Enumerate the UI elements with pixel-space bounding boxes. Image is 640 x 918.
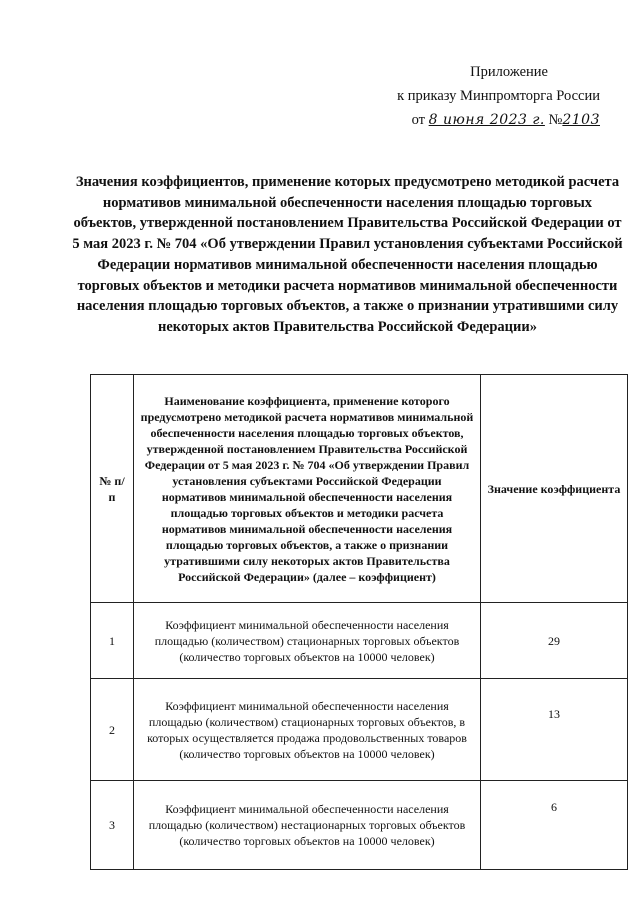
- row-name-cell: Коэффициент минимальной обеспеченности населения площадью (количеством) нестационарных торговых объектов (количество торговых объектов на 10000 человек): [134, 781, 481, 870]
- document-title: Значения коэффициентов, применение которых предусмотрено методикой расчета нормативов минимальной обеспеченности населения площадью торговых объектов, утвержденной постановлением Правительства Российской Федерации от 5 мая 2023 г. № 704 «Об утверждении Правил установления субъектами Российской Федерации нормативов минимальной обеспеченности населения площадью торговых объектов и методики расчета нормативов минимальной обеспеченности населения площадью торговых объектов, а также о признании утратившими силу некоторых актов Правительства Российской Федерации»: [72, 174, 623, 335]
- row-value-cell: 6: [481, 781, 628, 870]
- row-number-cell: 1: [91, 603, 134, 679]
- order-date-handwritten: 8 июня 2023 г.: [428, 112, 545, 128]
- number-prefix: №: [548, 112, 563, 128]
- row-number-cell: 2: [91, 679, 134, 781]
- row-value-cell: 13: [481, 679, 628, 781]
- order-date-number-line: [340, 108, 600, 132]
- row-name-cell: Коэффициент минимальной обеспеченности населения площадью (количеством) стационарных торговых объектов, в которых осуществляется продажа продовольственных товаров (количество торговых объектов на 10000 человек): [134, 679, 481, 781]
- table-row: [91, 679, 628, 781]
- appendix-label: Приложение: [470, 64, 548, 80]
- order-reference: к приказу Минпромторга России: [397, 88, 600, 104]
- table-row: [91, 781, 628, 870]
- date-prefix: от: [411, 112, 426, 128]
- row-name-cell: Коэффициент минимальной обеспеченности населения площадью (количеством) стационарных торговых объектов (количество торговых объектов на 10000 человек): [134, 603, 481, 679]
- header-number-cell: № п/п: [91, 375, 134, 603]
- row-number-cell: 3: [91, 781, 134, 870]
- table-header-row: [91, 375, 628, 603]
- order-number-handwritten: 2103: [562, 112, 600, 128]
- header-value-cell: Значение коэффициента: [481, 375, 628, 603]
- header-name-cell: Наименование коэффициента, применение которого предусмотрено методикой расчета нормативов минимальной обеспеченности населения площадью торговых объектов, утвержденной постановлением Правительства Российской Федерации от 5 мая 2023 г. № 704 «Об утверждении Правил установления субъектами Российской Федерации нормативов минимальной обеспеченности населения площадью торговых объектов и методики расчета нормативов минимальной обеспеченности населения площадью торговых объектов, а также о признании утратившими силу некоторых актов Правительства Российской Федерации» (далее – коэффициент): [134, 375, 481, 603]
- row-value-cell: 29: [481, 603, 628, 679]
- appendix-header: [340, 60, 600, 132]
- coefficients-table: [90, 374, 628, 870]
- table-row: [91, 603, 628, 679]
